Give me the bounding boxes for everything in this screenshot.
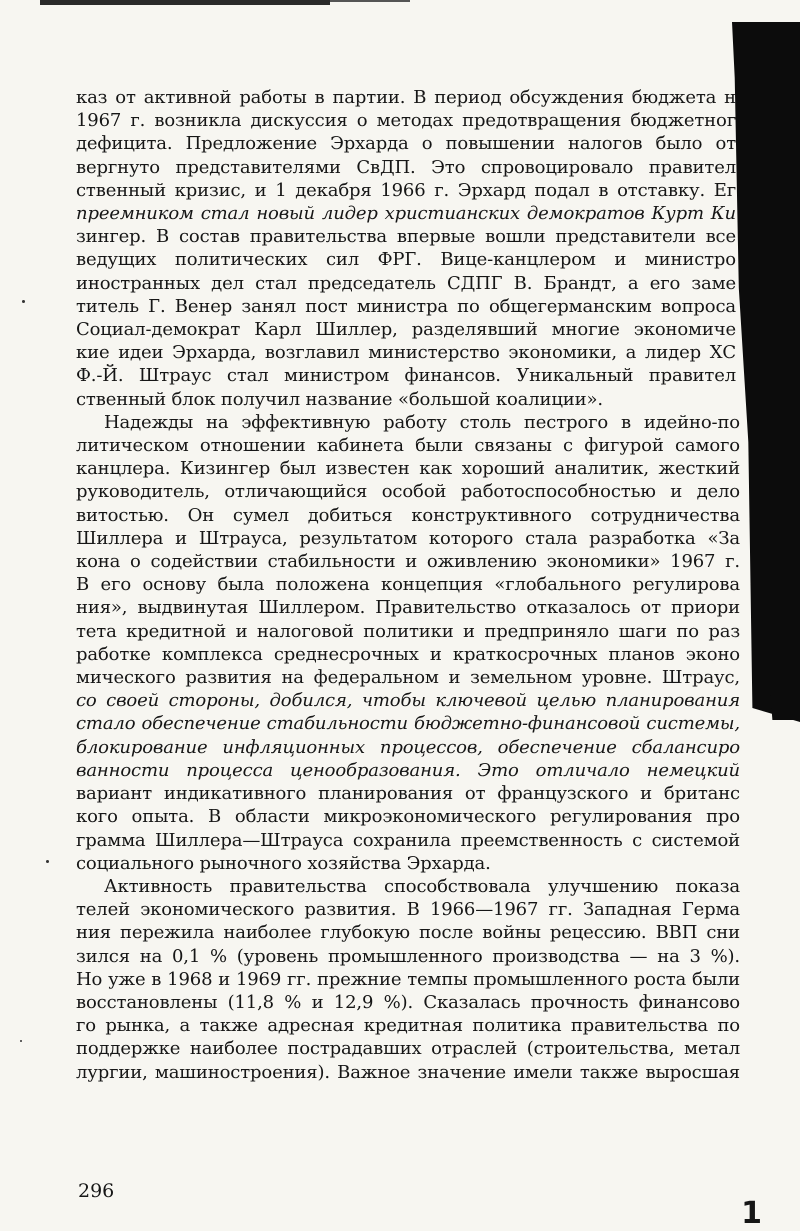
text-line: преемником стал новый лидер христианских демократов Курт Ки	[76, 203, 736, 225]
text-line: восстановлены (11,8 % и 12,9 %). Сказалась прочность финансово	[76, 991, 740, 1013]
text-line: кого опыта. В области микроэкономического регулирования про	[76, 806, 740, 828]
text-line: ственный блок получил название «большой коалиции».	[76, 388, 603, 410]
paragraph-2	[76, 411, 740, 875]
text-line: литическом отношении кабинета были связаны с фигурой самого	[76, 435, 740, 457]
paragraph-3	[76, 875, 740, 1084]
text-line: со своей стороны, добился, чтобы ключевой целью планирования	[76, 690, 740, 712]
text-line: мического развития на федеральном и земельном уровне. Штраус,	[76, 667, 740, 689]
text-line: го рынка, а также адресная кредитная политика правительства по	[76, 1015, 740, 1037]
text-line: грамма Шиллера—Штрауса сохранила преемственность с системой	[76, 829, 740, 851]
text-line: В его основу была положена концепция «глобального регулирова	[76, 574, 740, 596]
text-line: поддержке наиболее пострадавших отраслей (строительства, метал	[76, 1038, 740, 1060]
text-line: лургии, машиностроения). Важное значение имели также выросшая	[76, 1061, 740, 1083]
text-line: витостью. Он сумел добиться конструктивного сотрудничества	[76, 504, 740, 526]
corner-mark: 1	[741, 1196, 762, 1231]
text-line: Ф.-Й. Штраус стал министром финансов. Уникальный правител	[76, 365, 736, 387]
text-line: вариант индикативного планирования от французского и британс	[76, 783, 740, 805]
text-line: дефицита. Предложение Эрхарда о повышении налогов было от	[76, 133, 736, 155]
text-line: кие идеи Эрхарда, возглавил министерство экономики, а лидер ХС	[76, 342, 736, 364]
text-line: Шиллера и Штрауса, результатом которого стала разработка «За	[76, 527, 740, 549]
text-line: зился на 0,1 % (уровень промышленного производства — на 3 %).	[76, 945, 740, 967]
text-line: блокирование инфляционных процессов, обеспечение сбалансиро	[76, 736, 740, 758]
text-line: иностранных дел стал председатель СДПГ В. Брандт, а его заме	[76, 272, 736, 294]
top-edge-rule-thin	[330, 0, 410, 2]
top-edge-rule	[40, 0, 330, 5]
text-line: телей экономического развития. В 1966—1967 гг. Западная Герма	[76, 899, 740, 921]
text-line: ния», выдвинутая Шиллером. Правительство отказалось от приори	[76, 597, 740, 619]
text-line: кона о содействии стабильности и оживлению экономики» 1967 г.	[76, 551, 740, 573]
text-line: ванности процесса ценообразования. Это отличало немецкий	[76, 759, 740, 781]
text-line: Но уже в 1968 и 1969 гг. прежние темпы промышленного роста были	[76, 968, 740, 990]
text-line: социального рыночного хозяйства Эрхарда.	[76, 852, 491, 874]
scan-speck	[20, 1040, 22, 1042]
text-line: 1967 г. возникла дискуссия о методах предотвращения бюджетног	[76, 110, 736, 132]
text-line: ственный кризис, и 1 декабря 1966 г. Эрхард подал в отставку. Ег	[76, 179, 736, 201]
text-line: зингер. В состав правительства впервые вошли представители все	[76, 226, 736, 248]
text-line: тета кредитной и налоговой политики и предприняло шаги по раз	[76, 620, 740, 642]
scan-speck	[22, 300, 25, 303]
text-line: руководитель, отличающийся особой работоспособностью и дело	[76, 481, 740, 503]
text-line: Социал-демократ Карл Шиллер, разделявший многие экономиче	[76, 319, 736, 341]
text-line: вергнуто представителями СвДП. Это спровоцировало правител	[76, 156, 736, 178]
text-line: Активность правительства способствовала улучшению показа	[104, 875, 740, 897]
text-line: ведущих политических сил ФРГ. Вице-канцлером и министро	[76, 249, 736, 271]
text-line: Надежды на эффективную работу столь пестрого в идейно-по	[104, 411, 740, 433]
text-line: работке комплекса среднесрочных и краткосрочных планов эконо	[76, 643, 740, 665]
scan-speck	[46, 860, 49, 863]
book-page-text	[76, 86, 740, 1084]
text-line: стало обеспечение стабильности бюджетно-финансовой системы,	[76, 713, 740, 735]
paragraph-1	[76, 86, 740, 411]
text-line: титель Г. Венер занял пост министра по общегерманским вопроса	[76, 295, 736, 317]
text-line: ния пережила наиболее глубокую после войны рецессию. ВВП сни	[76, 922, 740, 944]
text-line: канцлера. Кизингер был известен как хороший аналитик, жесткий	[76, 458, 740, 480]
text-line: каз от активной работы в партии. В период обсуждения бюджета н	[76, 87, 736, 108]
page-number: 296	[78, 1180, 115, 1202]
